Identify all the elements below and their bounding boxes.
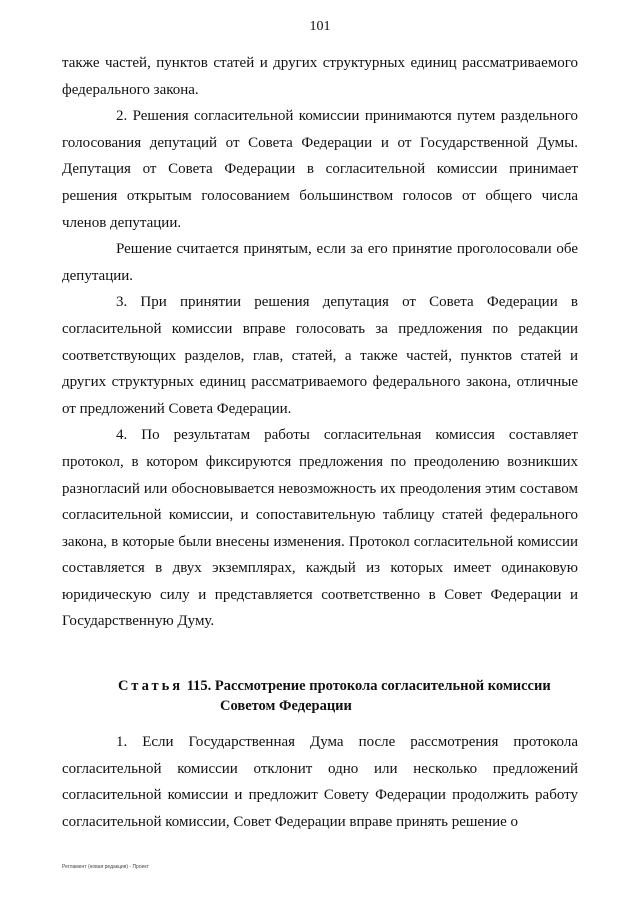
article-heading <box>118 676 588 716</box>
article-label: Статья <box>118 678 184 694</box>
article-115-text <box>62 729 578 835</box>
paragraph-3: 3. При принятии решения депутация от Совета Федерации в согласительной комиссии вправе голосовать за предложения по редакции соответствующих разделов, глав, статей, а также частей, пунктов статей и других структурных единиц рассматриваемого федерального закона, отличные от предложений Совета Федерации. <box>62 294 578 417</box>
page-number: 101 <box>309 19 331 34</box>
article-paragraph-1: 1. Если Государственная Дума после рассмотрения протокола согласительной комиссии отклонит одно или несколько предложений согласительной комиссии и предложит Совету Федерации продолжить работу согласительной комиссии, Совет Федерации вправе принять решение о <box>62 734 578 830</box>
article-number-title: 115. Рассмотрение протокола согласительной комиссии <box>186 678 551 694</box>
paragraph-4: 4. По результатам работы согласительная комиссия составляет протокол, в котором фиксируются предложения по преодолению возникших разногласий или обосновывается невозможность их преодоления этим составом согласительной комиссии, и сопоставительную таблицу статей федерального закона, в которые были внесены изменения. Протокол согласительной комиссии составляется в двух экземплярах, каждый из которых имеет одинаковую юридическую силу и представляется соответственно в Совет Федерации и Государственную Думу. <box>62 427 578 630</box>
article-title-line2: Советом Федерации <box>220 698 352 714</box>
article-114-continuation <box>62 50 578 635</box>
paragraph-continuation: также частей, пунктов статей и других структурных единиц рассматриваемого федерального закона. <box>62 55 578 98</box>
paragraph-2: 2. Решения согласительной комиссии принимаются путем раздельного голосования депутаций от Совета Федерации и от Государственной Думы. Депутация от Совета Федерации в согласительной комиссии принимает решения открытым голосованием большинством голосов от общего числа членов депутации. <box>62 108 578 231</box>
footer-note: Регламент (новая редакция) - Проект <box>62 864 149 870</box>
paragraph-decision: Решение считается принятым, если за его принятие проголосовали обе депутации. <box>62 241 578 284</box>
